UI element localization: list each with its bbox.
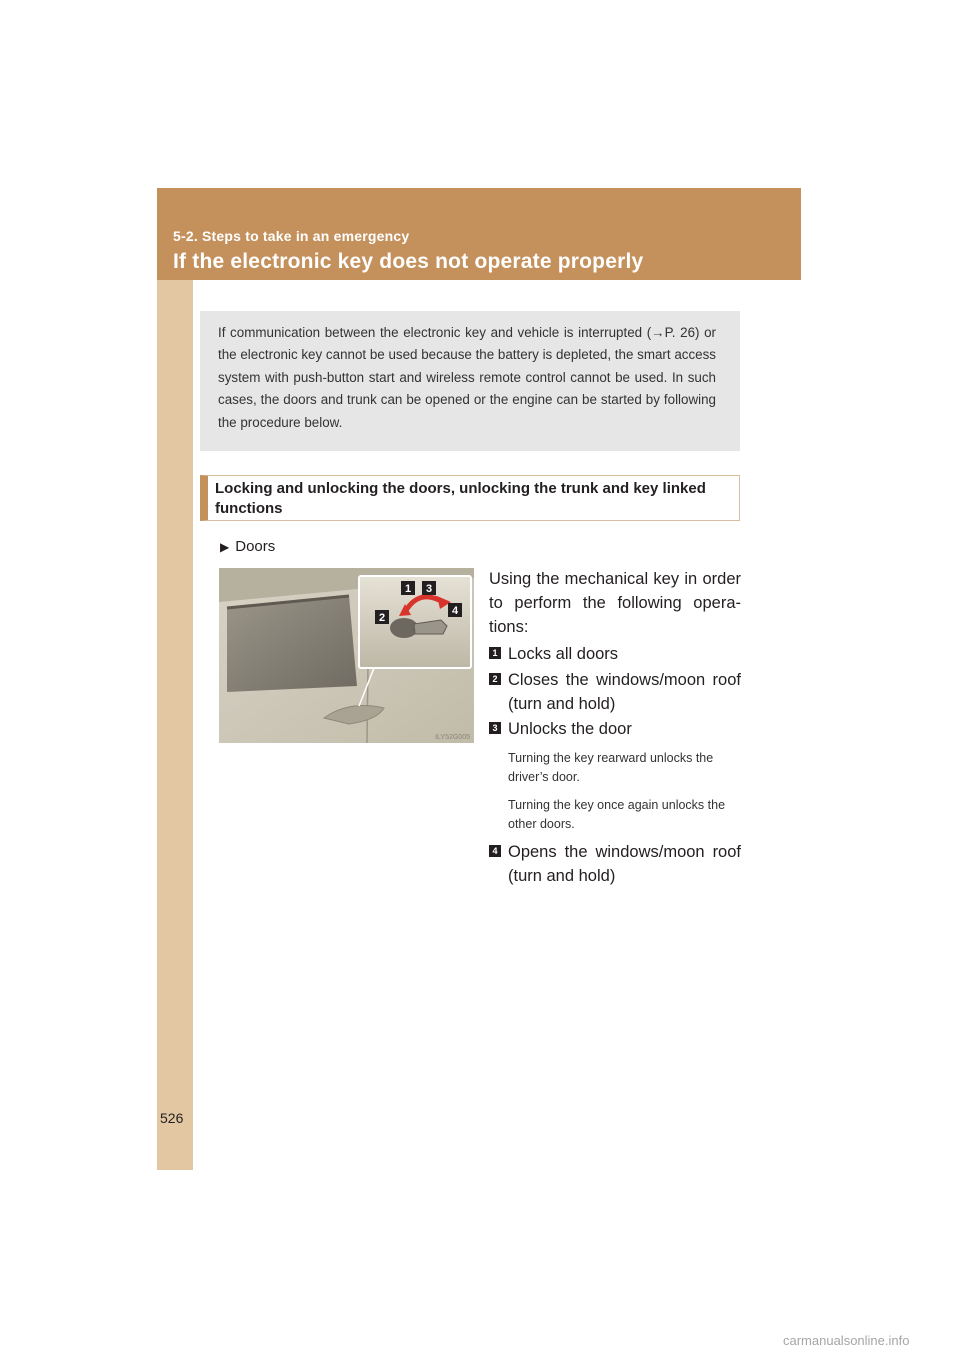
page-title: If the electronic key does not operate properly [173,250,644,273]
list-item [489,717,741,741]
number-badge: 3 [489,722,501,734]
note-text: Turning the key once again unlocks the other doors. [508,798,726,831]
callout-3-label: 3 [425,583,433,595]
side-strip [157,188,193,1170]
illustration-code: ILY52G005 [435,734,470,741]
subheading-text: Locking and unlocking the doors, unlocking the trunk and key linked functions [215,480,706,517]
callout-1-label: 1 [404,583,412,595]
list-item [489,840,741,888]
intro-box [200,311,740,451]
number-badge: 2 [489,673,501,685]
page-number: 526 [160,1110,184,1126]
key-cylinder [390,618,418,638]
subheading-box [200,475,740,521]
list-item-text: Closes the windows/moon roof (turn and hold) [508,671,741,713]
doors-label-text: Doors [235,538,276,555]
doors-label [220,538,275,555]
number-badge: 1 [489,647,501,659]
list-item [489,642,741,666]
triangle-bullet-icon: ▶ [220,540,230,554]
instruction-text: Using the mechanical key in order to perform the following opera-tions: [489,570,741,636]
note-text: Turning the key rearward unlocks the driver’s door. [508,751,714,784]
list-item [489,668,741,716]
section-label: 5-2. Steps to take in an emergency [173,228,410,244]
window [227,596,357,692]
list-item-text: Locks all doors [508,645,619,663]
callout-2-label: 2 [378,612,386,624]
callout-4-label: 4 [451,605,459,617]
number-badge: 4 [489,845,501,857]
door-illustration-svg [219,568,474,743]
watermark: carmanualsonline.info [783,1333,910,1348]
list-item-text: Opens the windows/moon roof (turn and hold) [508,843,741,885]
door-key-illustration [219,568,474,743]
intro-text: If communication between the electronic key and vehicle is interrupted (→P. 26) or the electronic key cannot be used because the battery is depleted, the smart access system with push-button start and wireless remote control cannot be used. In such cases, the doors and trunk can be opened or the engine can be started by following the procedure below. [218,325,716,430]
list-item-text: Unlocks the door [508,720,632,738]
